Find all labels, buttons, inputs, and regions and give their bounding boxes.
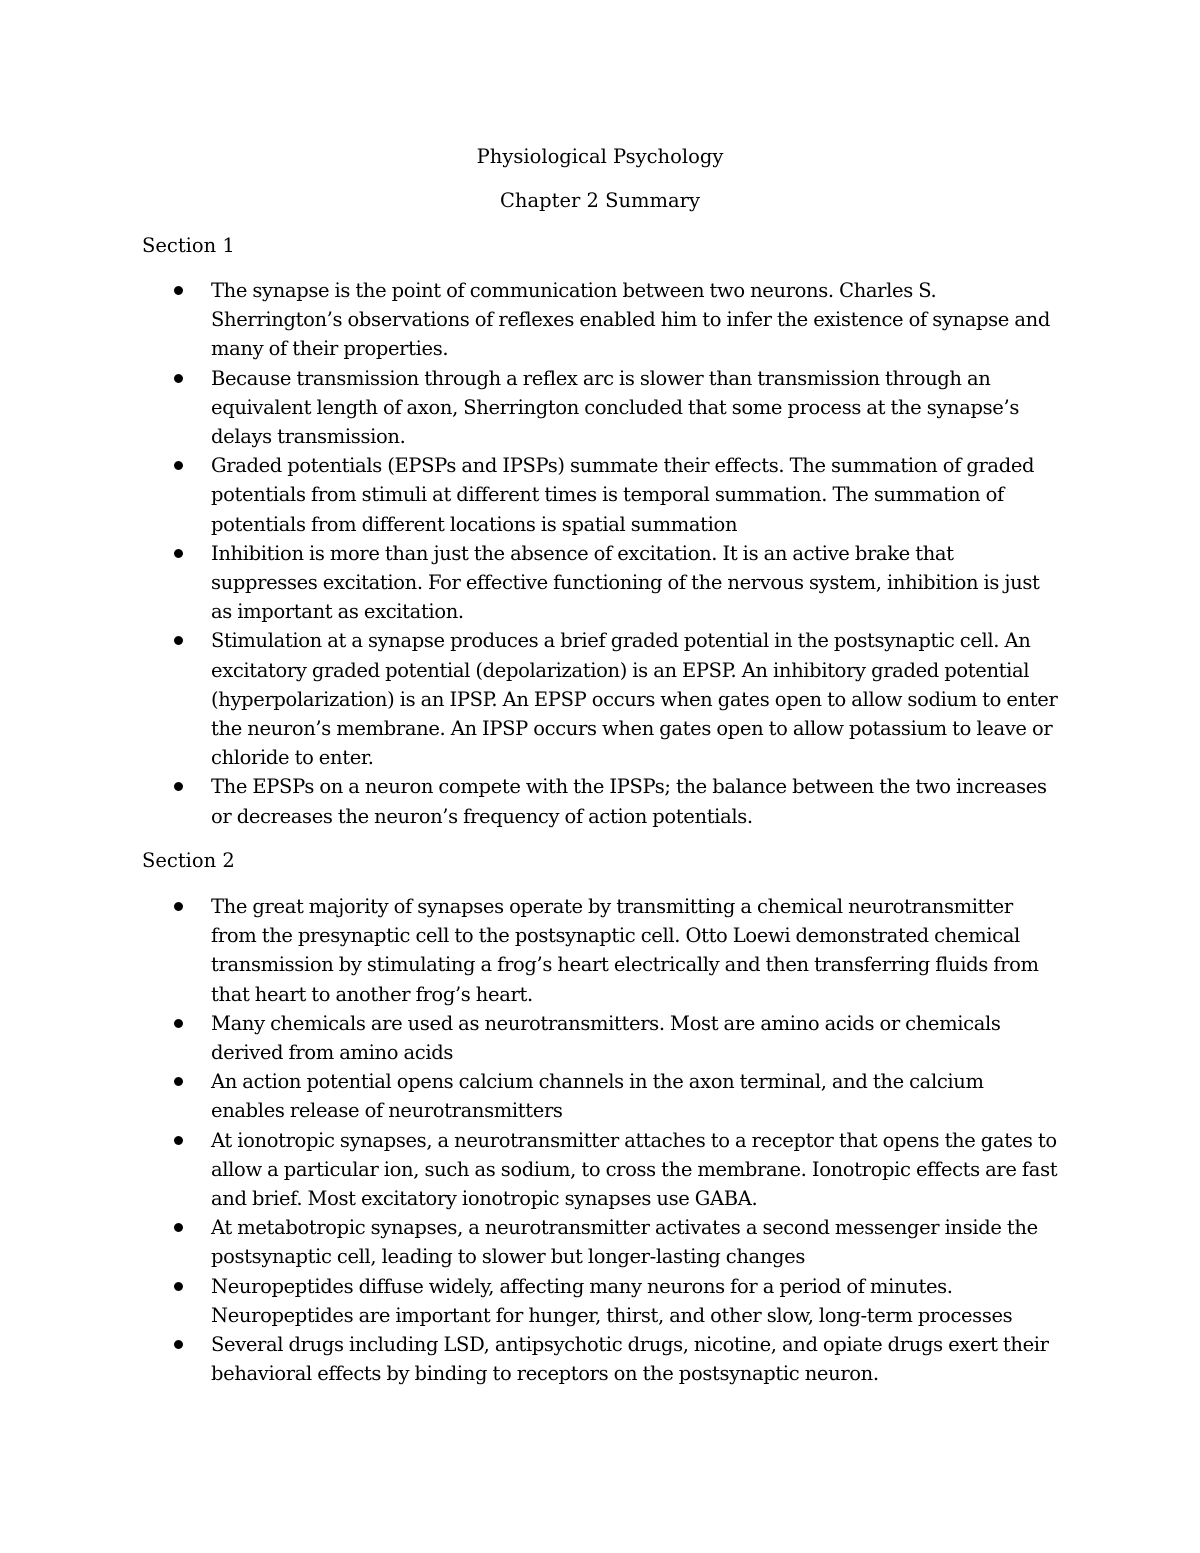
bullet-text: Inhibition is more than just the absence of excitation. It is an active brake that suppresses excitation. For effective functioning of the nervous system, inhibition is just as important as excitation.: [211, 541, 1040, 624]
bullet-item: [0, 451, 1061, 539]
bullet-item: [0, 626, 1061, 772]
bullet-item: [0, 892, 1061, 1009]
bullet-icon: [174, 286, 183, 295]
bullet-item: [0, 1272, 1061, 1330]
bullet-item: [0, 276, 1061, 364]
bullet-icon: [174, 374, 183, 383]
bullet-icon: [174, 549, 183, 558]
bullet-text: The EPSPs on a neuron compete with the IPSPs; the balance between the two increases or decreases the neuron’s frequency of action potentials.: [211, 775, 1047, 828]
bullet-item: [0, 772, 1061, 830]
bullet-text: At ionotropic synapses, a neurotransmitter attaches to a receptor that opens the gates to allow a particular ion, such as sodium, to cross the membrane. Ionotropic effects are fast and brief. Most excitatory ionotropic synapses use GABA.: [211, 1128, 1058, 1211]
bullet-icon: [174, 1077, 183, 1086]
document-subtitle: Chapter 2 Summary: [500, 189, 700, 212]
section-2-bullet-list: [0, 892, 1200, 1388]
bullet-icon: [174, 1223, 183, 1232]
section-2-heading: Section 2: [142, 849, 235, 872]
bullet-item: [0, 1126, 1061, 1214]
bullet-icon: [174, 1340, 183, 1349]
bullet-icon: [174, 1282, 183, 1291]
bullet-icon: [174, 461, 183, 470]
bullet-text: Neuropeptides diffuse widely, affecting many neurons for a period of minutes. Neuropeptides are important for hunger, thirst, and other slow, long-term processes: [211, 1274, 1013, 1327]
document-title: Physiological Psychology: [476, 145, 724, 168]
bullet-icon: [174, 1136, 183, 1145]
bullet-item: [0, 1213, 1061, 1271]
bullet-icon: [174, 1019, 183, 1028]
bullet-item: [0, 1067, 1061, 1125]
bullet-icon: [174, 636, 183, 645]
bullet-text: Many chemicals are used as neurotransmitters. Most are amino acids or chemicals derived from amino acids: [211, 1011, 1001, 1065]
bullet-text: Several drugs including LSD, antipsychotic drugs, nicotine, and opiate drugs exert their behavioral effects by binding to receptors on the postsynaptic neuron.: [211, 1333, 1049, 1386]
bullet-item: [0, 1330, 1061, 1388]
bullet-text: An action potential opens calcium channels in the axon terminal, and the calcium enables release of neurotransmitters: [211, 1070, 984, 1123]
bullet-item: [0, 1009, 1061, 1067]
section-1-bullet-list: [0, 276, 1200, 831]
bullet-text: The synapse is the point of communication between two neurons. Charles S. Sherrington’s observations of reflexes enabled him to infer the existence of synapse and many of their properties.: [211, 279, 1050, 361]
bullet-icon: [174, 902, 183, 911]
bullet-text: Stimulation at a synapse produces a brief graded potential in the postsynaptic cell. An excitatory graded potential (depolarization) is an EPSP. An inhibitory graded potential (hyperpolarization) is an IPSP. An EPSP occurs when gates open to allow sodium to enter the neuron’s membrane. An IPSP occurs when gates open to allow potassium to leave or chloride to enter.: [211, 629, 1058, 770]
bullet-text: Because transmission through a reflex arc is slower than transmission through an equivalent length of axon, Sherrington concluded that some process at the synapse’s delays transmission.: [211, 366, 1020, 449]
bullet-text: Graded potentials (EPSPs and IPSPs) summate their effects. The summation of graded potentials from stimuli at different times is temporal summation. The summation of potentials from different locations is spatial summation: [211, 454, 1035, 536]
bullet-item: [0, 364, 1061, 452]
bullet-icon: [174, 782, 183, 791]
section-1-heading: Section 1: [142, 234, 235, 257]
bullet-item: [0, 539, 1061, 627]
bullet-text: The great majority of synapses operate by transmitting a chemical neurotransmitter from the presynaptic cell to the postsynaptic cell. Otto Loewi demonstrated chemical transmission by stimulating a frog’s heart electrically and then transferring fluids from that heart to another frog’s heart.: [211, 895, 1039, 1006]
bullet-text: At metabotropic synapses, a neurotransmitter activates a second messenger inside the postsynaptic cell, leading to slower but longer-lasting changes: [211, 1216, 1038, 1269]
